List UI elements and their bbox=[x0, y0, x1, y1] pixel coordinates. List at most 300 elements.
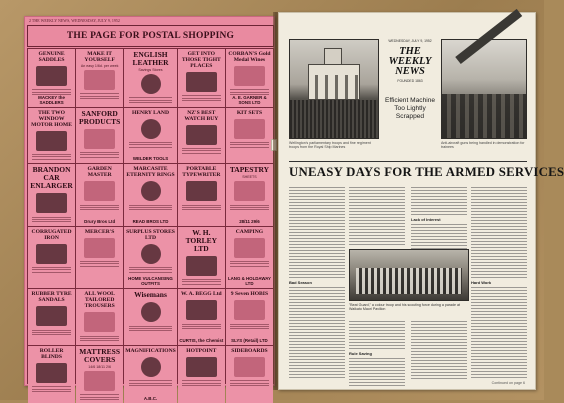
ad-headline: SURPLUS STORES LTD bbox=[126, 228, 175, 241]
ad-illustration bbox=[234, 300, 266, 320]
ad-illustration bbox=[234, 181, 266, 201]
text-line bbox=[349, 223, 405, 224]
text-line bbox=[289, 193, 345, 194]
text-line bbox=[349, 330, 405, 331]
ad-body-text bbox=[80, 92, 119, 101]
text-line bbox=[471, 365, 527, 366]
text-line bbox=[349, 238, 405, 239]
text-line bbox=[349, 358, 405, 359]
text-line bbox=[349, 232, 405, 233]
text-line bbox=[471, 202, 527, 203]
text-line bbox=[411, 351, 467, 352]
text-line bbox=[349, 342, 405, 343]
ad-illustration bbox=[36, 244, 68, 264]
ad-cell bbox=[124, 227, 177, 289]
text-line bbox=[289, 250, 345, 251]
ad-footer: A.B.C. bbox=[143, 396, 158, 402]
text-line bbox=[289, 365, 345, 366]
text-line bbox=[289, 302, 345, 303]
ad-body-text bbox=[32, 328, 71, 337]
text-line bbox=[289, 223, 345, 224]
text-line bbox=[411, 242, 467, 243]
text-line bbox=[289, 247, 345, 248]
ad-body-text bbox=[182, 147, 221, 156]
text-line bbox=[349, 211, 405, 212]
text-line bbox=[411, 208, 467, 209]
ad-body-text bbox=[129, 203, 172, 212]
ad-illustration bbox=[186, 300, 218, 320]
ad-cell bbox=[226, 164, 273, 226]
ad-illustration bbox=[84, 238, 116, 258]
text-line bbox=[471, 308, 527, 309]
parade-band bbox=[356, 268, 462, 294]
text-line bbox=[349, 202, 405, 203]
text-line bbox=[471, 220, 527, 221]
ad-cell bbox=[76, 289, 123, 345]
article-subhead: Lack of Interest bbox=[411, 217, 441, 222]
ad-illustration bbox=[141, 119, 161, 139]
ad-body-text bbox=[230, 141, 269, 150]
text-line bbox=[349, 220, 405, 221]
text-line bbox=[471, 190, 527, 191]
text-line bbox=[289, 308, 345, 309]
ad-body-text bbox=[80, 151, 119, 160]
text-line bbox=[289, 368, 345, 369]
text-line bbox=[471, 335, 527, 336]
ad-footer: A. E. GARNER & SONS LTD bbox=[232, 94, 267, 105]
ad-cell bbox=[226, 227, 273, 289]
ad-footer: CURTIS, the Chemist bbox=[179, 337, 224, 343]
text-line bbox=[349, 327, 405, 328]
ad-cell bbox=[28, 108, 75, 164]
text-line bbox=[411, 357, 467, 358]
caption-right: Anti-aircraft guns being handled in demonstration for trainees bbox=[441, 141, 525, 149]
text-line bbox=[349, 348, 405, 349]
ad-headline: MAGNIFICATIONS bbox=[125, 347, 176, 354]
text-line bbox=[411, 193, 467, 194]
text-line bbox=[289, 256, 345, 257]
text-line bbox=[349, 367, 405, 368]
text-line bbox=[289, 241, 345, 242]
text-line bbox=[289, 232, 345, 233]
ad-headline: ENGLISH LEATHER bbox=[132, 50, 169, 67]
text-line bbox=[471, 193, 527, 194]
ad-cell bbox=[124, 346, 177, 403]
ad-headline: MAKE IT YOURSELF bbox=[84, 51, 115, 63]
text-line bbox=[411, 227, 467, 228]
text-line bbox=[289, 238, 345, 239]
text-line bbox=[411, 214, 467, 215]
text-line bbox=[471, 214, 527, 215]
ad-body-text bbox=[230, 260, 269, 269]
ad-illustration bbox=[36, 363, 68, 383]
text-line bbox=[411, 342, 467, 343]
ad-headline: THE TWO WINDOW MOTOR HOME bbox=[31, 109, 72, 128]
text-line bbox=[411, 375, 467, 376]
ad-subtext: 14/6 18/11 2/6 bbox=[88, 364, 112, 369]
text-line bbox=[289, 293, 345, 294]
ad-headline: HOTPOINT bbox=[186, 347, 217, 354]
ad-footer: READ BROS LTD bbox=[132, 218, 169, 224]
ad-illustration bbox=[36, 306, 68, 326]
text-line bbox=[411, 372, 467, 373]
ad-cell bbox=[124, 49, 177, 107]
text-line bbox=[349, 361, 405, 362]
text-line bbox=[471, 326, 527, 327]
text-line bbox=[349, 321, 405, 322]
text-line bbox=[349, 226, 405, 227]
text-line bbox=[289, 338, 345, 339]
text-line bbox=[471, 317, 527, 318]
text-line bbox=[411, 333, 467, 334]
text-line bbox=[471, 344, 527, 345]
ad-headline: SIDEBOARDS bbox=[231, 347, 268, 354]
article-column-2 bbox=[349, 185, 405, 247]
text-line bbox=[471, 290, 527, 291]
text-line bbox=[471, 235, 527, 236]
text-line bbox=[471, 338, 527, 339]
ad-illustration bbox=[141, 74, 161, 94]
ad-subtext: An easy 1/6d. per week bbox=[80, 64, 119, 68]
text-line bbox=[411, 199, 467, 200]
ad-cell bbox=[28, 49, 75, 107]
gun-crew bbox=[442, 94, 526, 138]
ad-body-text bbox=[32, 153, 71, 162]
ad-headline: MERCER'S bbox=[84, 228, 115, 235]
postal-shopping-page bbox=[24, 16, 275, 402]
text-line bbox=[411, 239, 467, 240]
text-line bbox=[471, 305, 527, 306]
text-line bbox=[471, 314, 527, 315]
text-line bbox=[349, 196, 405, 197]
text-line bbox=[471, 259, 527, 260]
text-line bbox=[289, 268, 345, 269]
text-line bbox=[411, 202, 467, 203]
ad-headline: TAPESTRY bbox=[229, 165, 270, 175]
ad-headline: W. A. BEGG Ltd bbox=[181, 291, 222, 298]
text-line bbox=[289, 205, 345, 206]
text-line bbox=[471, 362, 527, 363]
text-line bbox=[289, 196, 345, 197]
text-line bbox=[289, 265, 345, 266]
ad-footer: SLYS (Retail) LTD bbox=[231, 337, 268, 343]
ad-illustration bbox=[36, 131, 68, 151]
masthead-title: THE WEEKLY NEWS bbox=[388, 46, 432, 77]
ad-cell bbox=[28, 164, 75, 226]
text-line bbox=[349, 324, 405, 325]
ad-footer: WELDER TOOLS bbox=[132, 156, 169, 162]
ad-illustration bbox=[186, 72, 218, 92]
text-line bbox=[349, 193, 405, 194]
text-line bbox=[471, 196, 527, 197]
ad-illustration bbox=[84, 129, 116, 149]
ad-headline: ROLLER BLINDS bbox=[39, 347, 64, 360]
text-line bbox=[471, 223, 527, 224]
text-line bbox=[349, 217, 405, 218]
ad-cell bbox=[124, 289, 177, 345]
text-line bbox=[349, 235, 405, 236]
article-column-1 bbox=[289, 185, 345, 381]
text-line bbox=[471, 293, 527, 294]
text-line bbox=[349, 373, 405, 374]
ad-headline: CORRUGATED IRON bbox=[31, 228, 72, 241]
page-title: THE PAGE FOR POSTAL SHOPPING bbox=[66, 31, 235, 41]
ad-cell bbox=[226, 108, 273, 164]
text-line bbox=[471, 353, 527, 354]
text-line bbox=[349, 382, 405, 383]
text-line bbox=[411, 348, 467, 349]
ad-illustration bbox=[234, 66, 266, 86]
ad-illustration bbox=[141, 181, 161, 201]
text-line bbox=[349, 385, 405, 386]
text-line bbox=[289, 311, 345, 312]
ad-body-text bbox=[230, 379, 269, 388]
text-line bbox=[289, 356, 345, 357]
text-line bbox=[471, 274, 527, 275]
ad-body-text bbox=[129, 141, 172, 150]
text-line bbox=[289, 271, 345, 272]
ad-illustration bbox=[36, 66, 68, 86]
continued-note: Continued on page 6 bbox=[491, 381, 525, 385]
text-line bbox=[471, 347, 527, 348]
text-line bbox=[289, 214, 345, 215]
text-line bbox=[471, 374, 527, 375]
text-line bbox=[471, 199, 527, 200]
text-line bbox=[349, 205, 405, 206]
ad-body-text bbox=[182, 379, 221, 388]
article-column-6 bbox=[411, 319, 467, 381]
ad-headline: GARDEN MASTER bbox=[87, 166, 112, 179]
ad-headline: GENUINE SADDLES bbox=[38, 51, 65, 63]
text-line bbox=[471, 277, 527, 278]
masthead-teaser: Efficient Machine Too Lightly Scrapped bbox=[384, 97, 436, 120]
ad-body-text bbox=[129, 96, 172, 105]
ad-cell bbox=[178, 108, 225, 164]
article-column-5 bbox=[349, 319, 405, 381]
text-line bbox=[471, 341, 527, 342]
ad-body-text bbox=[80, 260, 119, 269]
text-line bbox=[289, 359, 345, 360]
building bbox=[308, 64, 360, 100]
article-subhead: Rule Saving bbox=[349, 351, 372, 356]
ad-body-text bbox=[182, 203, 221, 212]
text-line bbox=[289, 344, 345, 345]
text-line bbox=[471, 271, 527, 272]
ad-headline: RUBBER TYRE SANDALS bbox=[31, 291, 72, 304]
text-line bbox=[411, 339, 467, 340]
text-line bbox=[471, 332, 527, 333]
article-subhead: Bad Season bbox=[289, 280, 312, 285]
text-line bbox=[471, 229, 527, 230]
ad-cell bbox=[178, 49, 225, 107]
text-line bbox=[471, 226, 527, 227]
text-line bbox=[289, 320, 345, 321]
text-line bbox=[349, 345, 405, 346]
ad-cell bbox=[28, 289, 75, 345]
text-line bbox=[471, 244, 527, 245]
text-line bbox=[471, 356, 527, 357]
text-line bbox=[471, 232, 527, 233]
ad-footer: MACKEY the SADDLERS bbox=[38, 94, 65, 105]
text-line bbox=[349, 336, 405, 337]
ad-body-text bbox=[32, 385, 71, 394]
text-line bbox=[411, 378, 467, 379]
ad-body-text bbox=[80, 334, 119, 343]
ad-cell bbox=[226, 49, 273, 107]
text-line bbox=[411, 205, 467, 206]
text-line bbox=[471, 371, 527, 372]
ad-illustration bbox=[84, 181, 116, 201]
text-line bbox=[411, 354, 467, 355]
text-line bbox=[471, 296, 527, 297]
text-line bbox=[471, 320, 527, 321]
text-line bbox=[471, 368, 527, 369]
armed-services-page bbox=[278, 12, 564, 390]
text-line bbox=[349, 241, 405, 242]
text-line bbox=[471, 329, 527, 330]
text-line bbox=[411, 366, 467, 367]
text-line bbox=[289, 226, 345, 227]
ad-body-text bbox=[182, 278, 221, 287]
text-line bbox=[411, 360, 467, 361]
text-line bbox=[289, 211, 345, 212]
text-line bbox=[471, 268, 527, 269]
ad-cell bbox=[76, 164, 123, 226]
ad-headline: HENRY LAND bbox=[131, 109, 170, 116]
ad-illustration bbox=[141, 357, 161, 377]
article-column-4 bbox=[471, 185, 527, 381]
text-line bbox=[471, 217, 527, 218]
masthead bbox=[383, 39, 437, 139]
text-line bbox=[289, 329, 345, 330]
ad-illustration bbox=[186, 125, 218, 145]
text-line bbox=[411, 321, 467, 322]
ad-subtext: Savings Stores bbox=[138, 68, 163, 72]
ad-cell bbox=[76, 108, 123, 164]
text-line bbox=[471, 187, 527, 188]
ad-cell bbox=[178, 346, 225, 403]
text-line bbox=[471, 299, 527, 300]
ad-body-text bbox=[182, 322, 221, 331]
text-line bbox=[289, 371, 345, 372]
center-photo-caption: "Beat Guard," a colour troop and his scouting force during a parade at Waikato Maori Pavilion bbox=[349, 303, 461, 311]
text-line bbox=[289, 317, 345, 318]
text-line bbox=[349, 208, 405, 209]
ad-cell bbox=[226, 346, 273, 403]
text-line bbox=[289, 353, 345, 354]
text-line bbox=[289, 305, 345, 306]
text-line bbox=[349, 376, 405, 377]
parade-photo bbox=[289, 39, 379, 139]
ad-headline: GET INTO THOSE TIGHT PLACES bbox=[181, 51, 221, 69]
text-line bbox=[289, 220, 345, 221]
text-line bbox=[411, 187, 467, 188]
newspaper-spread bbox=[6, 4, 564, 402]
text-line bbox=[411, 369, 467, 370]
text-line bbox=[411, 363, 467, 364]
text-line bbox=[289, 199, 345, 200]
text-line bbox=[471, 350, 527, 351]
caption-left: Wellington's parliamentary troops and fine regiment troops from the Royal Ship Marines bbox=[289, 141, 371, 149]
ad-body-text bbox=[182, 94, 221, 103]
text-line bbox=[289, 187, 345, 188]
ad-body-text bbox=[32, 215, 71, 224]
text-line bbox=[411, 224, 467, 225]
text-line bbox=[349, 190, 405, 191]
text-line bbox=[471, 265, 527, 266]
ad-body-text bbox=[32, 266, 71, 275]
ad-headline: CORBAN'S Gold Medal Wines bbox=[228, 51, 271, 63]
ad-cell bbox=[226, 289, 273, 345]
ad-cell bbox=[76, 227, 123, 289]
text-line bbox=[349, 364, 405, 365]
article-columns bbox=[289, 185, 527, 383]
text-line bbox=[471, 359, 527, 360]
ad-headline: PORTABLE TYPEWRITER bbox=[182, 166, 221, 179]
maori-parade-photo bbox=[349, 249, 469, 301]
text-line bbox=[471, 377, 527, 378]
text-line bbox=[411, 196, 467, 197]
page-header bbox=[27, 25, 274, 47]
text-line bbox=[411, 327, 467, 328]
text-line bbox=[411, 190, 467, 191]
text-line bbox=[289, 208, 345, 209]
text-line bbox=[289, 323, 345, 324]
ad-body-text bbox=[230, 322, 269, 331]
text-line bbox=[471, 302, 527, 303]
ad-cell bbox=[28, 346, 75, 403]
text-line bbox=[471, 208, 527, 209]
text-line bbox=[471, 323, 527, 324]
text-line bbox=[349, 379, 405, 380]
ad-illustration bbox=[186, 357, 218, 377]
article-subhead: Hard Work bbox=[471, 280, 492, 285]
ad-illustration bbox=[234, 238, 266, 258]
ad-cell bbox=[178, 289, 225, 345]
ad-illustration bbox=[84, 371, 116, 391]
ad-illustration bbox=[234, 357, 266, 377]
text-line bbox=[411, 336, 467, 337]
ad-cell bbox=[124, 108, 177, 164]
text-line bbox=[289, 190, 345, 191]
ad-body-text bbox=[80, 203, 119, 212]
ad-subtext: SHEETS bbox=[242, 175, 257, 180]
text-line bbox=[289, 229, 345, 230]
ad-body-text bbox=[129, 324, 172, 333]
ad-illustration bbox=[36, 193, 68, 213]
ad-cell bbox=[178, 164, 225, 226]
ad-illustration bbox=[141, 302, 161, 322]
text-line bbox=[289, 287, 345, 288]
text-line bbox=[289, 377, 345, 378]
text-line bbox=[289, 277, 345, 278]
ad-headline: BRANDON CAR ENLARGER bbox=[30, 165, 73, 191]
text-line bbox=[471, 287, 527, 288]
ad-body-text bbox=[230, 203, 269, 212]
text-line bbox=[471, 253, 527, 254]
ad-headline: W. H. TORLEY LTD bbox=[185, 227, 218, 253]
text-line bbox=[289, 235, 345, 236]
text-line bbox=[471, 238, 527, 239]
ad-illustration bbox=[234, 119, 266, 139]
text-line bbox=[289, 253, 345, 254]
ad-headline: ALL WOOL TAILORED TROUSERS bbox=[84, 291, 115, 310]
text-line bbox=[289, 350, 345, 351]
text-line bbox=[471, 247, 527, 248]
text-line bbox=[289, 362, 345, 363]
text-line bbox=[471, 241, 527, 242]
text-line bbox=[289, 335, 345, 336]
